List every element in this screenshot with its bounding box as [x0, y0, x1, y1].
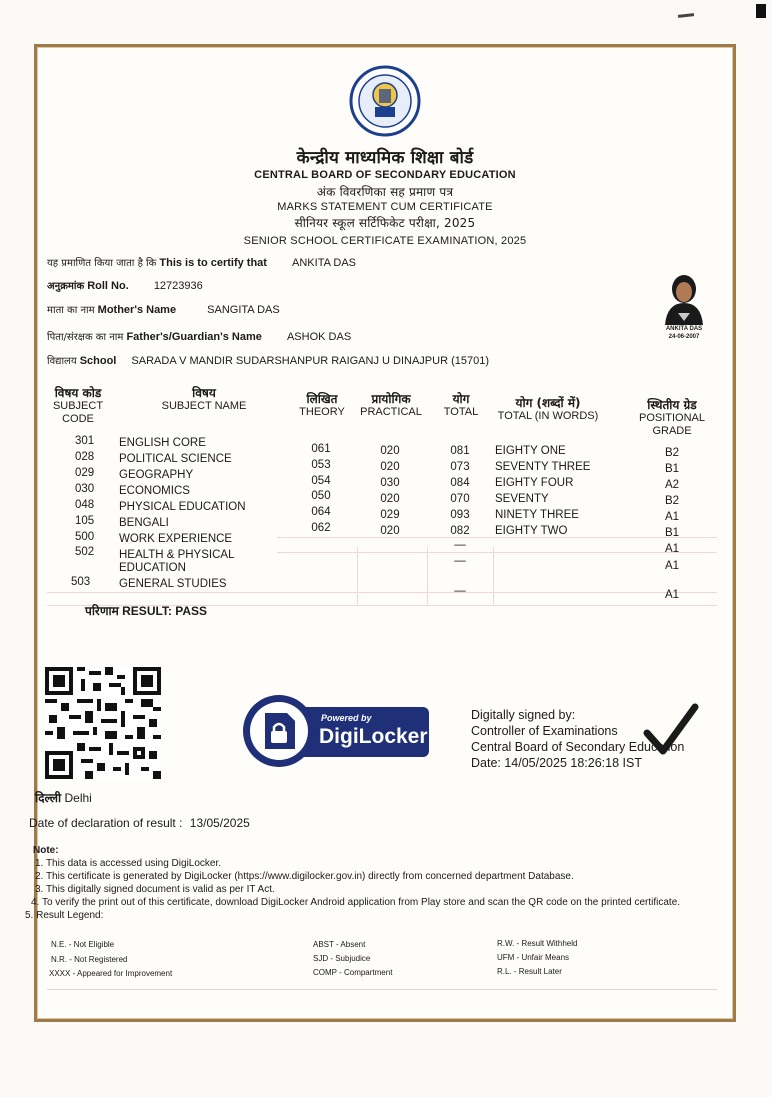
cbse-logo-icon — [349, 65, 421, 137]
signature-line: Digitally signed by: — [471, 708, 576, 722]
header-theory: लिखित THEORY — [299, 392, 345, 418]
subject-name: POLITICAL SCIENCE — [119, 453, 232, 465]
total-marks: 093 — [450, 509, 470, 521]
candidate-photo — [651, 269, 717, 331]
grid-line — [427, 547, 428, 605]
practical-marks: 030 — [380, 477, 400, 489]
subject-code: 028 — [75, 451, 95, 463]
signature-line: Controller of Examinations — [471, 724, 618, 738]
total-marks: — — [454, 539, 466, 551]
theory-marks: 054 — [311, 475, 331, 487]
total-in-words: EIGHTY ONE — [495, 445, 566, 457]
scan-corner-mark — [756, 4, 766, 18]
note-item: 2. This certificate is generated by DigiLocker (https://www.digilocker.gov.in) directly from concerned department Database. — [35, 871, 574, 882]
result-line: परिणाम RESULT: PASS — [85, 604, 208, 618]
subject-code: 030 — [75, 483, 95, 495]
notes-section — [25, 844, 723, 922]
result-value: PASS — [175, 604, 208, 618]
total-in-words: EIGHTY TWO — [495, 525, 568, 537]
father-line: पिता/संरक्षक का नाम Father's/Guardian's Name ASHOK DAS — [47, 331, 352, 343]
subject-name: GENERAL STUDIES — [119, 578, 227, 590]
subject-name: HEALTH & PHYSICAL EDUCATION — [119, 549, 235, 574]
total-in-words: NINETY THREE — [495, 509, 579, 521]
subject-name: ENGLISH CORE — [119, 437, 206, 449]
subject-name: PHYSICAL EDUCATION — [119, 501, 246, 513]
practical-marks: 029 — [380, 509, 400, 521]
subject-name: ECONOMICS — [119, 485, 190, 497]
mother-line: माता का नाम Mother's Name SANGITA DAS — [47, 304, 280, 316]
mother-name: SANGITA DAS — [207, 304, 280, 316]
grid-line — [277, 552, 717, 553]
checkmark-icon — [643, 703, 699, 757]
declaration-line: Date of declaration of result : 13/05/2025 — [29, 816, 250, 830]
positional-grade: A1 — [664, 560, 680, 572]
positional-grade: B1 — [664, 463, 680, 475]
board-hindi: केन्द्रीय माध्यमिक शिक्षा बोर्ड — [296, 148, 474, 168]
notes-title: Note: — [33, 845, 59, 856]
exam-hindi: सीनियर स्कूल सर्टिफिकेट परीक्षा, 2025 — [294, 216, 476, 230]
total-marks: 070 — [450, 493, 470, 505]
board-english: CENTRAL BOARD OF SECONDARY EDUCATION — [254, 169, 516, 181]
father-name: ASHOK DAS — [286, 331, 352, 343]
certificate — [25, 44, 736, 1022]
header-practical: प्रायोगिक PRACTICAL — [360, 392, 422, 418]
scan-mark — [678, 13, 694, 18]
exam-english: SENIOR SCHOOL CERTIFICATE EXAMINATION, 2025 — [243, 235, 527, 247]
legend-item: N.E. - Not Eligible — [51, 940, 115, 949]
roll-line: अनुक्रमांक Roll No. 12723936 — [47, 280, 203, 292]
roll-number: 12723936 — [153, 280, 203, 292]
school-line: विद्यालय School SARADA V MANDIR SUDARSHANPUR RAIGANJ U DINAJPUR (15701) — [47, 355, 489, 367]
legend-item: UFM - Unfair Means — [497, 953, 570, 962]
digital-signature — [471, 707, 711, 791]
powered-by-text: Powered by — [321, 713, 372, 723]
practical-marks: 020 — [380, 493, 400, 505]
total-marks: — — [454, 585, 466, 597]
header-subject-code: विषय कोड SUBJECT CODE — [52, 386, 104, 425]
candidate-name: ANKITA DAS — [292, 257, 357, 269]
positional-grade: A1 — [664, 511, 680, 523]
subject-code: 301 — [75, 435, 95, 447]
subject-code: 048 — [75, 499, 95, 511]
subject-code: 503 — [71, 576, 91, 588]
total-in-words: SEVENTY — [495, 493, 549, 505]
qr-code[interactable] — [45, 667, 161, 779]
subject-code: 500 — [75, 531, 95, 543]
footer-divider — [47, 989, 717, 990]
certify-line: यह प्रमाणित किया जाता है कि This is to certify that ANKITA DAS — [47, 257, 357, 269]
signature-line: Date: 14/05/2025 18:26:18 IST — [471, 756, 642, 770]
total-marks: — — [454, 555, 466, 567]
subject-name: WORK EXPERIENCE — [119, 533, 233, 545]
total-marks: 082 — [450, 525, 470, 537]
practical-marks: 020 — [380, 445, 400, 457]
place: दिल्ली Delhi — [35, 791, 92, 805]
total-marks: 081 — [450, 445, 470, 457]
school-name: SARADA V MANDIR SUDARSHANPUR RAIGANJ U DINAJPUR (15701) — [131, 355, 489, 367]
grid-line — [493, 547, 494, 605]
total-marks: 073 — [450, 461, 470, 473]
declaration-date: 13/05/2025 — [189, 816, 250, 830]
positional-grade: B2 — [664, 447, 680, 459]
note-item: 1. This data is accessed using DigiLocker. — [35, 858, 222, 869]
doc-english: MARKS STATEMENT CUM CERTIFICATE — [277, 201, 493, 213]
digilocker-brand: DigiLocker — [319, 725, 428, 748]
subject-code: 029 — [75, 467, 95, 479]
theory-marks: 050 — [311, 490, 331, 502]
grid-line — [357, 547, 358, 605]
subject-name: GEOGRAPHY — [119, 469, 194, 481]
legend-item: SJD - Subjudice — [313, 954, 371, 963]
signature-line: Central Board of Secondary Education — [471, 740, 685, 754]
theory-marks: 064 — [311, 506, 331, 518]
theory-marks: 062 — [311, 522, 331, 534]
subject-code: 502 — [75, 546, 95, 558]
theory-marks: 061 — [311, 443, 331, 455]
legend-item: XXXX - Appeared for Improvement — [49, 969, 173, 978]
legend-item: R.L. - Result Later — [497, 967, 562, 976]
positional-grade: A1 — [664, 589, 680, 601]
note-item: 4. To verify the print out of this certificate, download DigiLocker Android application from Play store and scan the QR code on the printed certificate. — [31, 897, 681, 908]
positional-grade: B1 — [664, 527, 680, 539]
total-in-words: EIGHTY FOUR — [495, 477, 574, 489]
digilocker-badge[interactable] — [241, 691, 431, 769]
header-total: योग TOTAL — [443, 392, 479, 418]
legend-item: COMP - Compartment — [313, 968, 393, 977]
doc-hindi: अंक विवरणिका सह प्रमाण पत्र — [316, 185, 454, 199]
total-in-words: SEVENTY THREE — [495, 461, 591, 473]
subject-code: 105 — [75, 515, 95, 527]
positional-grade: A2 — [664, 479, 680, 491]
theory-marks: 053 — [311, 459, 331, 471]
practical-marks: 020 — [380, 461, 400, 473]
practical-marks: 020 — [380, 525, 400, 537]
legend-item: ABST - Absent — [313, 940, 366, 949]
header-total-words: योग (शब्दों में) TOTAL (IN WORDS) — [497, 396, 599, 422]
legend-item: R.W. - Result Withheld — [497, 939, 578, 948]
grid-line — [277, 537, 717, 538]
positional-grade: A1 — [664, 543, 680, 555]
header-subject-name: विषय SUBJECT NAME — [161, 386, 247, 412]
legend-title: 5. Result Legend: — [25, 910, 104, 921]
positional-grade: B2 — [664, 495, 680, 507]
legend-item: N.R. - Not Registered — [51, 955, 128, 964]
total-marks: 084 — [450, 477, 470, 489]
photo-caption: ANKITA DAS 24-06-2007 — [665, 326, 703, 340]
note-item: 3. This digitally signed document is valid as per IT Act. — [35, 884, 275, 895]
grid-line — [47, 592, 717, 593]
subject-name: BENGALI — [119, 517, 169, 529]
header-positional-grade: स्थितीय ग्रेड POSITIONAL GRADE — [638, 398, 706, 437]
